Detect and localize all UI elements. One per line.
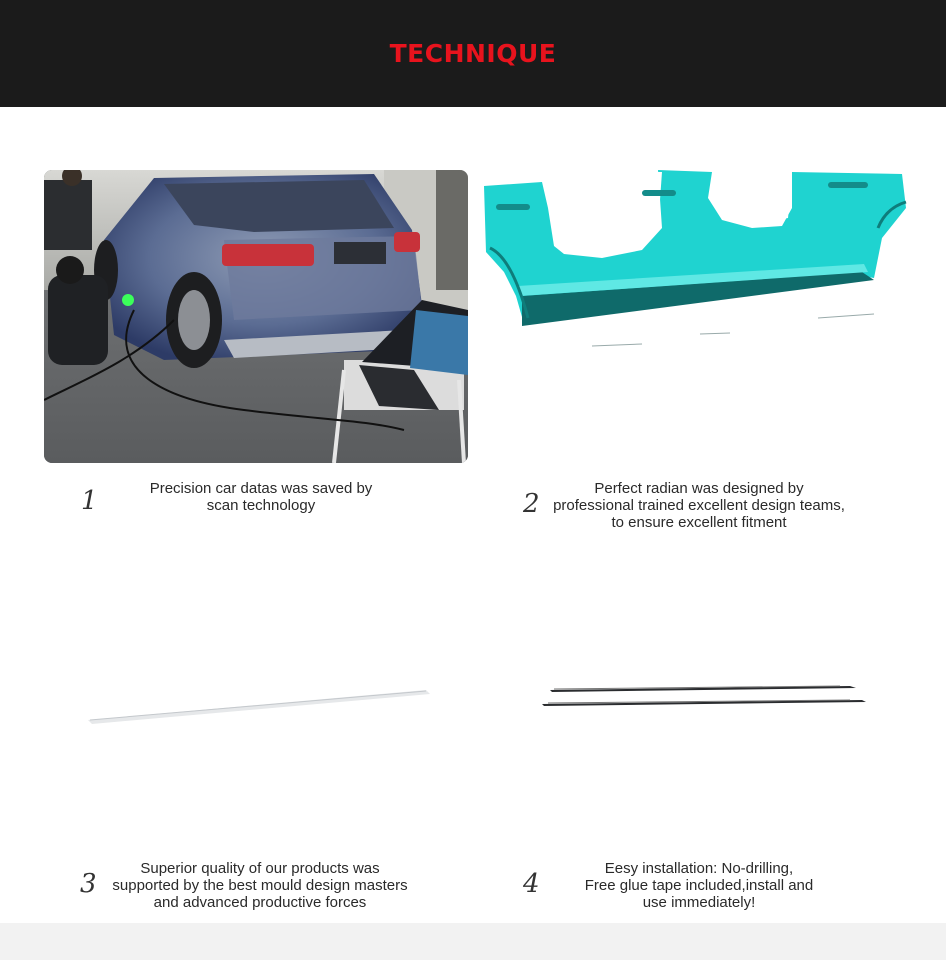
caption-line: Precision car datas was saved by <box>149 480 373 497</box>
step-caption-1 <box>131 480 391 514</box>
caption-line: and advanced productive forces <box>153 894 367 911</box>
caption-line: Eesy installation: No-drilling, <box>604 860 794 877</box>
caption-line: scan technology <box>206 497 316 514</box>
header-banner <box>0 0 946 107</box>
caption-line: Perfect radian was designed by <box>594 480 804 497</box>
caption-line: Superior quality of our products was <box>140 860 380 877</box>
caption-line: to ensure excellent fitment <box>611 514 787 531</box>
section-title: TECHNIQUE <box>389 39 557 68</box>
caption-line: use immediately! <box>642 894 756 911</box>
footer-band <box>0 923 946 960</box>
scan-model-illustration <box>482 168 910 353</box>
raw-side-skirt-image <box>86 686 432 726</box>
caption-line: supported by the best mould design masters <box>112 877 408 894</box>
carbon-side-skirts-image <box>540 682 868 710</box>
step-caption-2 <box>540 480 858 531</box>
caption-line: professional trained excellent design teams, <box>553 497 845 514</box>
caption-line: Free glue tape included,install and <box>584 877 814 894</box>
step-caption-4 <box>568 860 830 911</box>
car-scanning-photo <box>44 170 468 463</box>
step-number-1: 1 <box>81 486 98 516</box>
car-scanning-illustration <box>44 170 468 463</box>
step-number-4: 4 <box>523 869 540 899</box>
step-number-3: 3 <box>80 869 97 899</box>
step-caption-3 <box>98 860 422 911</box>
step-number-2: 2 <box>523 489 540 519</box>
scan-model-image <box>482 168 910 353</box>
